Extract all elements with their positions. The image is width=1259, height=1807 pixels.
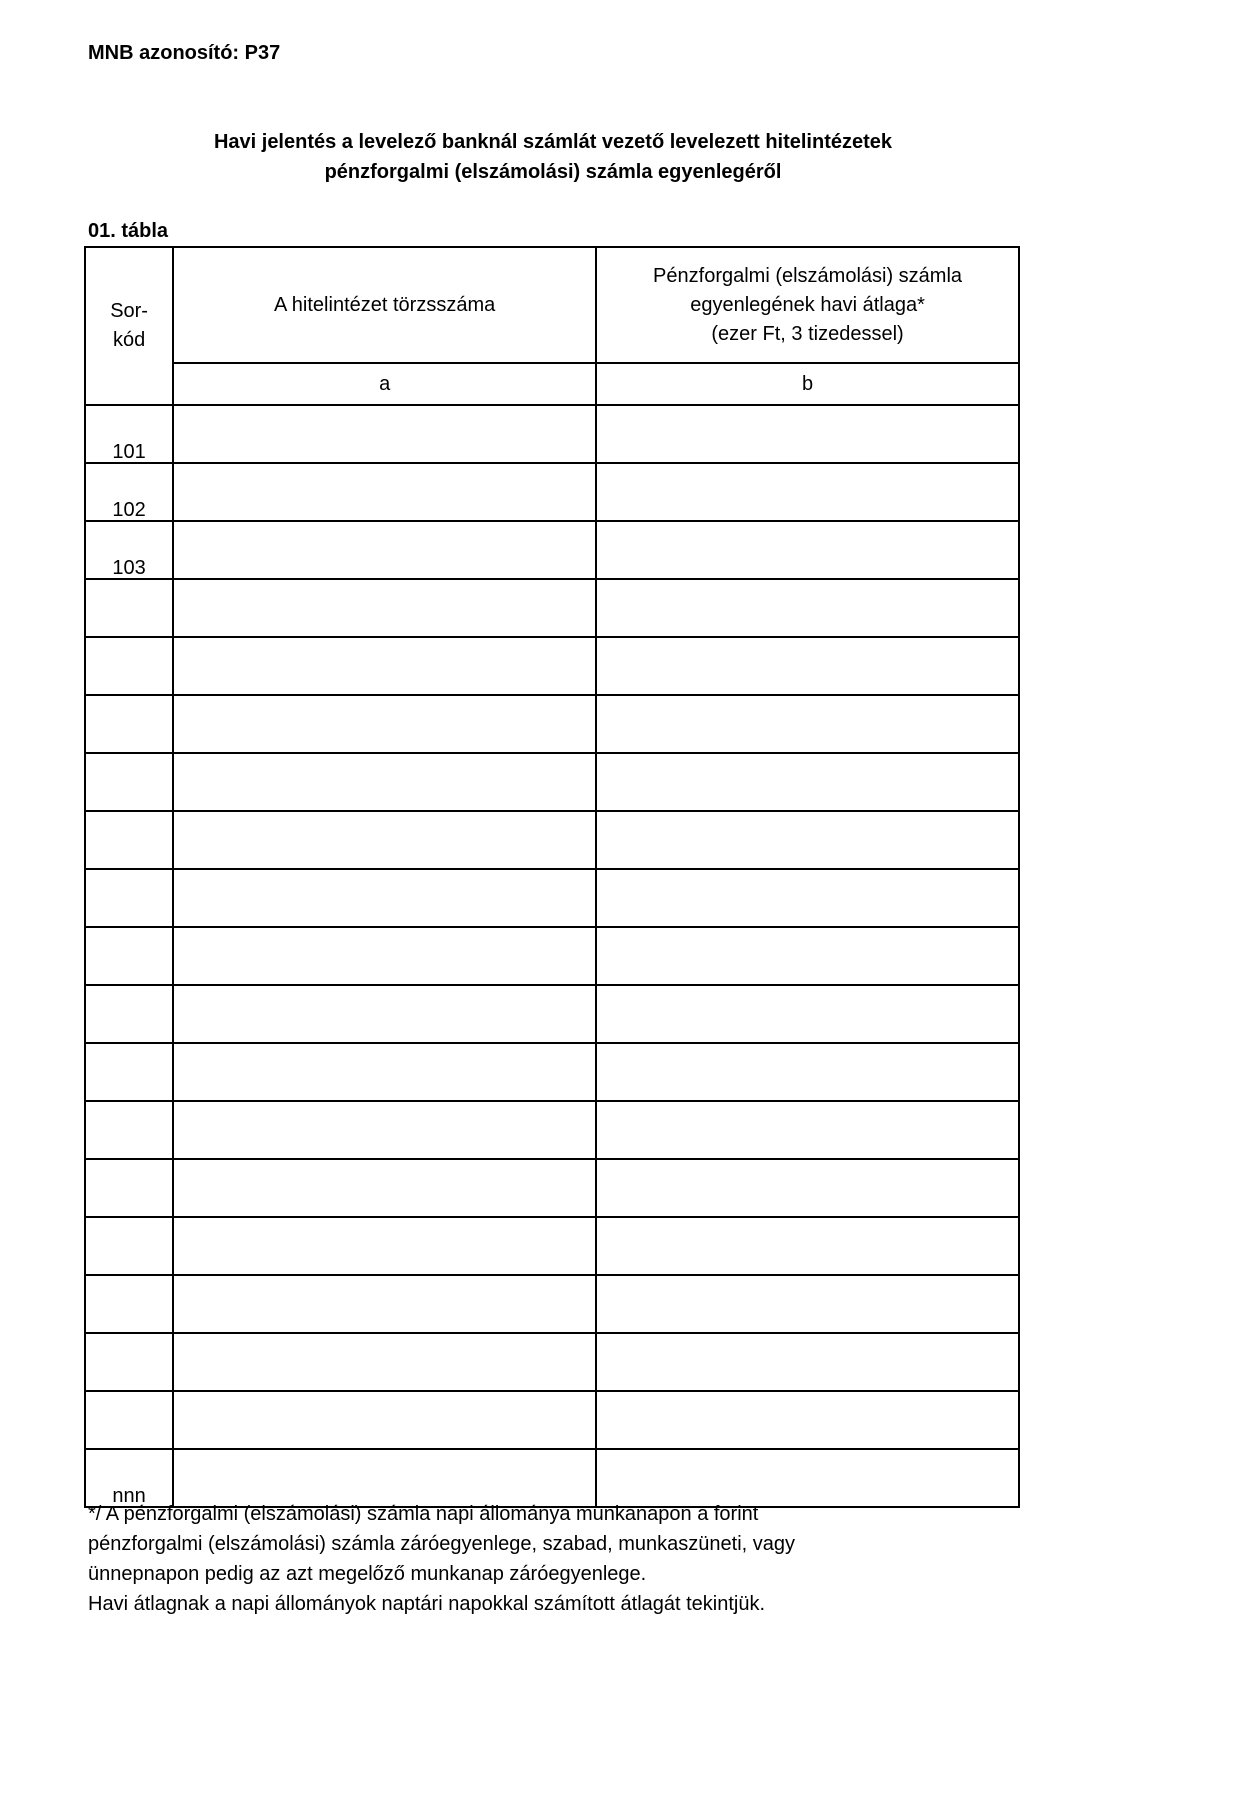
monthly-average-balance-cell[interactable]: [596, 927, 1019, 985]
monthly-average-balance-cell[interactable]: [596, 811, 1019, 869]
institution-code-cell[interactable]: [173, 753, 596, 811]
monthly-average-balance-cell[interactable]: [596, 695, 1019, 753]
table-body: [85, 405, 1019, 1507]
report-table: [84, 246, 1020, 1508]
monthly-average-balance-cell[interactable]: [596, 463, 1019, 521]
monthly-average-balance-cell[interactable]: [596, 1333, 1019, 1391]
monthly-average-balance-cell[interactable]: [596, 1391, 1019, 1449]
row-code-cell: [85, 869, 173, 927]
table-row: [85, 1333, 1019, 1391]
table-row: [85, 521, 1019, 579]
table-row: [85, 1043, 1019, 1101]
institution-code-cell[interactable]: [173, 1043, 596, 1101]
monthly-average-balance-cell[interactable]: [596, 1217, 1019, 1275]
institution-code-cell[interactable]: [173, 869, 596, 927]
table-row: [85, 1159, 1019, 1217]
monthly-average-balance-cell[interactable]: [596, 1275, 1019, 1333]
table-row: [85, 405, 1019, 463]
row-code-header: [85, 247, 173, 405]
row-code-cell: [85, 1333, 173, 1391]
column-b-header: [596, 247, 1019, 363]
monthly-average-balance-cell[interactable]: [596, 1101, 1019, 1159]
table-row: [85, 985, 1019, 1043]
institution-code-cell[interactable]: [173, 579, 596, 637]
institution-code-cell[interactable]: [173, 1391, 596, 1449]
institution-code-cell[interactable]: [173, 637, 596, 695]
row-code-cell: [85, 1043, 173, 1101]
row-code-cell: [85, 811, 173, 869]
table-label: 01. tábla: [88, 220, 169, 242]
row-code-cell: [85, 1159, 173, 1217]
row-code: 103: [112, 557, 146, 579]
row-code-cell: [85, 1101, 173, 1159]
monthly-average-balance-cell[interactable]: [596, 753, 1019, 811]
table-header-row: [85, 247, 1019, 363]
footnote-line-2: pénzforgalmi (elszámolási) számla záróegyenlege, szabad, munkaszüneti, vagy: [88, 1533, 796, 1555]
institution-code-cell[interactable]: [173, 1101, 596, 1159]
column-a-letter: a: [173, 363, 596, 405]
institution-code-cell[interactable]: [173, 985, 596, 1043]
table-row: [85, 753, 1019, 811]
row-code-cell: [85, 695, 173, 753]
row-code-cell: [85, 1391, 173, 1449]
table-row: [85, 463, 1019, 521]
monthly-average-balance-cell[interactable]: [596, 869, 1019, 927]
footnote-line-4: Havi átlagnak a napi állományok naptári napokkal számított átlagát tekintjük.: [88, 1593, 766, 1615]
report-title-line-2: pénzforgalmi (elszámolási) számla egyenlegéről: [324, 161, 782, 183]
table-row: [85, 869, 1019, 927]
table-row: [85, 811, 1019, 869]
monthly-average-balance-cell[interactable]: [596, 521, 1019, 579]
monthly-average-balance-cell[interactable]: [596, 637, 1019, 695]
row-code: 102: [112, 499, 146, 521]
table-row: [85, 579, 1019, 637]
institution-code-cell[interactable]: [173, 521, 596, 579]
column-b-header-line-3: (ezer Ft, 3 tizedessel): [711, 322, 904, 345]
monthly-average-balance-cell[interactable]: [596, 1043, 1019, 1101]
row-code-header-line-2: kód: [112, 329, 146, 351]
row-code-cell: [85, 521, 173, 579]
column-b-letter: b: [596, 363, 1019, 405]
footnote: [88, 1499, 988, 1619]
monthly-average-balance-cell[interactable]: [596, 579, 1019, 637]
row-code-cell: [85, 637, 173, 695]
institution-code-cell[interactable]: [173, 927, 596, 985]
column-a-header: A hitelintézet törzsszáma: [173, 247, 596, 363]
institution-code-cell[interactable]: [173, 405, 596, 463]
table-row: [85, 1101, 1019, 1159]
row-code-cell: [85, 1275, 173, 1333]
footnote-line-3: ünnepnapon pedig az azt megelőző munkanap záróegyenlege.: [88, 1563, 647, 1585]
row-code-cell: [85, 579, 173, 637]
institution-code-cell[interactable]: [173, 1275, 596, 1333]
monthly-average-balance-cell[interactable]: [596, 1159, 1019, 1217]
row-code-cell: [85, 463, 173, 521]
row-code-cell: [85, 1217, 173, 1275]
column-b-header-line-2: egyenlegének havi átlaga*: [690, 293, 925, 316]
monthly-average-balance-cell[interactable]: [596, 985, 1019, 1043]
institution-code-cell[interactable]: [173, 463, 596, 521]
row-code: nnn: [112, 1485, 146, 1507]
table-row: [85, 695, 1019, 753]
table-row: [85, 1217, 1019, 1275]
report-title-line-1: Havi jelentés a levelező banknál számlát vezető levelezett hitelintézetek: [213, 131, 893, 153]
table-row: [85, 927, 1019, 985]
row-code-header-line-1: Sor-: [110, 300, 148, 322]
row-code-cell: [85, 405, 173, 463]
institution-code-cell[interactable]: [173, 1159, 596, 1217]
row-code-cell: [85, 985, 173, 1043]
footnote-line-1: */ A pénzforgalmi (elszámolási) számla napi állománya munkanapon a forint: [88, 1503, 759, 1525]
institution-code-cell[interactable]: [173, 811, 596, 869]
column-letter-row: [85, 363, 1019, 405]
mnb-identifier: MNB azonosító: P37: [88, 42, 281, 64]
table-row: [85, 637, 1019, 695]
row-code-cell: [85, 927, 173, 985]
row-code: 101: [112, 441, 146, 463]
institution-code-cell[interactable]: [173, 1217, 596, 1275]
institution-code-cell[interactable]: [173, 1333, 596, 1391]
table-row: [85, 1275, 1019, 1333]
row-code-cell: [85, 753, 173, 811]
table-row: [85, 1391, 1019, 1449]
institution-code-cell[interactable]: [173, 695, 596, 753]
column-b-header-line-1: Pénzforgalmi (elszámolási) számla: [653, 264, 963, 287]
monthly-average-balance-cell[interactable]: [596, 405, 1019, 463]
